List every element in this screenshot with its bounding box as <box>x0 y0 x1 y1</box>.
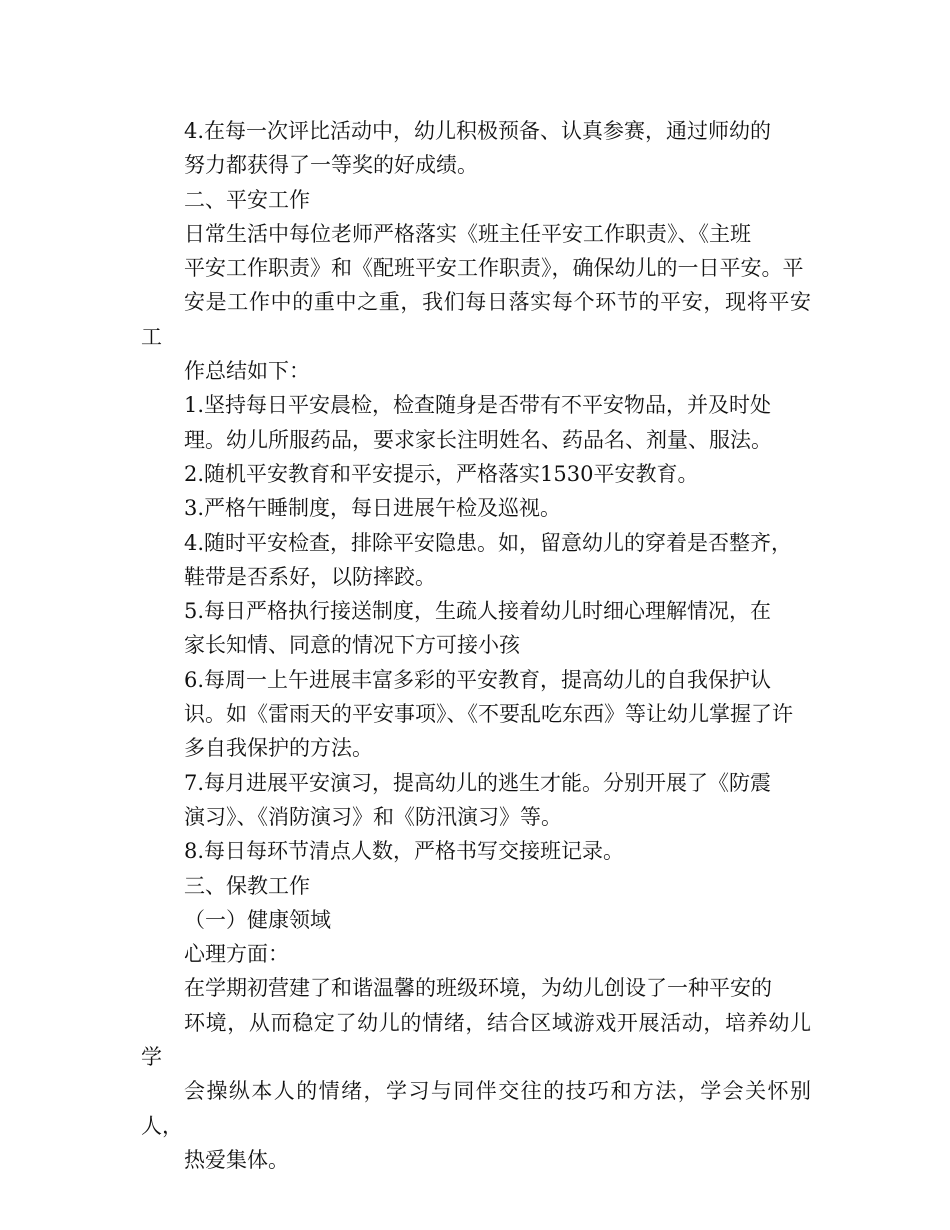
text-line: 会操纵本人的情绪，学习与同伴交往的技巧和方法，学会关怀别人， <box>141 1079 811 1138</box>
text-line: 识。如《雷雨天的平安事项》、《不要乱吃东西》等让幼儿掌握了许 <box>184 702 793 727</box>
text-line: 6.每周一上午进展丰富多彩的平安教育，提高幼儿的自我保护认 <box>184 667 772 692</box>
paragraph-psychology <box>141 971 811 1177</box>
section-heading-care-education <box>141 869 811 903</box>
subheading-psychology <box>141 937 811 971</box>
section-heading-safety <box>141 183 811 217</box>
text-line: 4.在每一次评比活动中，幼儿积极预备、认真参赛，通过师幼的 <box>184 119 772 143</box>
text-line: 在学期初营建了和谐温馨的班级环境，为幼儿创设了一种平安的 <box>184 976 772 1001</box>
text-line: 热爱集体。 <box>184 1147 289 1172</box>
text-line: 3.严格午睡制度，每日进展午检及巡视。 <box>184 496 562 521</box>
text-line: 多自我保护的方法。 <box>184 736 373 761</box>
subsection-heading-health <box>141 903 811 937</box>
text-line: 2.随机平安教育和平安提示，严格落实1530平安教育。 <box>184 461 699 486</box>
text-line: 平安工作职责》和《配班平安工作职责》，确保幼儿的一日平安。平 <box>184 256 804 281</box>
text-line: 努力都获得了一等奖的好成绩。 <box>184 153 478 178</box>
list-item-7 <box>141 766 811 835</box>
text-line: 1.坚持每日平安晨检，检查随身是否带有不平安物品，并及时处 <box>184 393 772 418</box>
text-line: 安是工作中的重中之重，我们每日落实每个环节的平安，现将平安工 <box>141 290 811 349</box>
text-line: 5.每日严格执行接送制度，生疏人接着幼儿时细心理解情况，在 <box>184 599 772 624</box>
text-line: 作总结如下： <box>184 359 310 384</box>
text-line: 4.随时平安检查，排除平安隐患。如，留意幼儿的穿着是否整齐， <box>184 530 793 555</box>
paragraph-competition <box>141 114 811 183</box>
text-line: 环境，从而稳定了幼儿的情绪，结合区域游戏开展活动，培养幼儿学 <box>141 1010 811 1070</box>
text-line: 日常生活中每位老师严格落实《班主任平安工作职责》、《主班 <box>184 221 751 246</box>
text-line: 演习》、《消防演习》和《防汛演习》等。 <box>184 804 562 829</box>
list-item-1 <box>141 388 811 457</box>
list-item-6 <box>141 663 811 766</box>
document-body <box>141 114 811 1177</box>
text-line: （一）健康领域 <box>184 907 331 932</box>
text-line: 鞋带是否系好，以防摔跤。 <box>184 564 436 589</box>
list-item-2 <box>141 457 811 491</box>
list-item-3 <box>141 491 811 525</box>
text-line: 理。幼儿所服药品，要求家长注明姓名、药品名、剂量、服法。 <box>184 427 772 452</box>
text-line: 心理方面： <box>184 942 289 967</box>
text-line: 三、保教工作 <box>184 873 310 898</box>
paragraph-safety-intro <box>141 217 811 388</box>
list-item-4 <box>141 526 811 595</box>
list-item-5 <box>141 594 811 663</box>
text-line: 7.每月进展平安演习，提高幼儿的逃生才能。分别开展了《防震 <box>184 770 772 795</box>
list-item-8 <box>141 834 811 868</box>
text-line: 二、平安工作 <box>184 187 310 212</box>
text-line: 家长知情、同意的情况下方可接小孩 <box>184 633 520 658</box>
text-line: 8.每日每环节清点人数，严格书写交接班记录。 <box>184 839 625 864</box>
